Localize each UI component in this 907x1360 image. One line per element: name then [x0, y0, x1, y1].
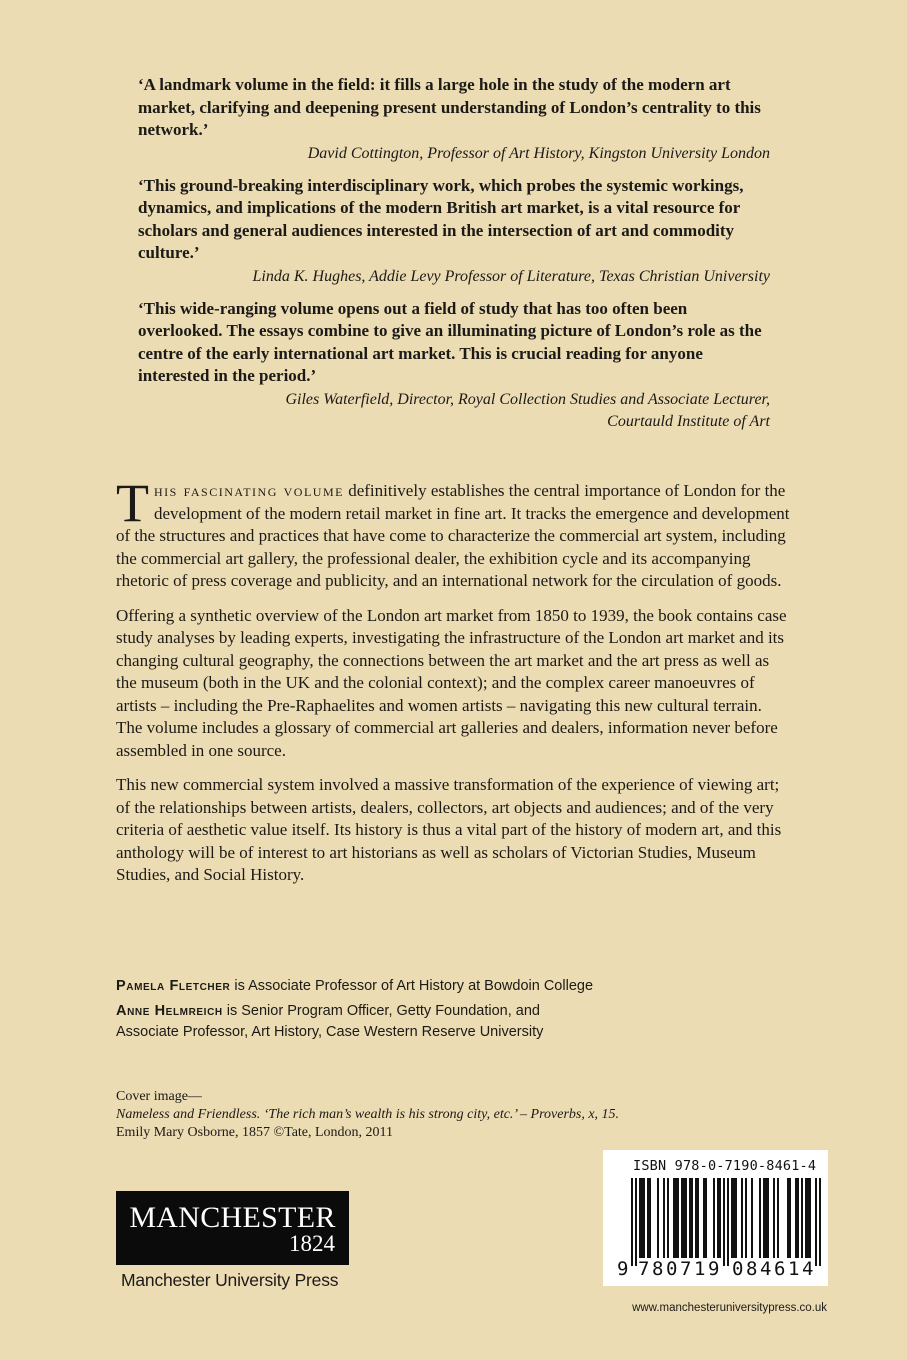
barcode-bar [705, 1178, 707, 1258]
attribution-line-2: Courtauld Institute of Art [607, 412, 770, 430]
editor-bio-2 [116, 1001, 716, 1043]
barcode-bar [787, 1178, 789, 1258]
barcode-digit: 1 [788, 1258, 800, 1280]
barcode-bar [735, 1178, 737, 1258]
barcode-bar [815, 1178, 817, 1266]
barcode-bar [731, 1178, 733, 1258]
editor-bio-1 [116, 976, 716, 997]
endorsement-3 [138, 298, 770, 433]
barcode-bar [649, 1178, 651, 1258]
endorsement-attribution [138, 389, 770, 433]
barcode-bar [673, 1178, 675, 1258]
barcode-bar [773, 1178, 775, 1258]
barcode-bar [751, 1178, 753, 1258]
description-paragraph-1 [116, 473, 792, 593]
editor-bio-text-line-2: Associate Professor, Art History, Case Western Reserve University [116, 1024, 544, 1040]
endorsement-attribution: David Cottington, Professor of Art History, Kingston University London [307, 144, 770, 162]
barcode-bar [819, 1178, 821, 1266]
barcode-bar [733, 1178, 735, 1258]
editor-name: Pamela Fletcher [116, 978, 231, 994]
editor-bios [116, 976, 716, 1047]
barcode-bar [689, 1178, 691, 1258]
logo-year: 1824 [289, 1231, 335, 1256]
barcode-bar [681, 1178, 683, 1258]
barcode-bar [745, 1178, 747, 1258]
barcode-digit: 9 [708, 1258, 720, 1280]
barcode-bar [759, 1178, 761, 1258]
barcode-bar [703, 1178, 705, 1258]
barcode-bar [765, 1178, 767, 1258]
barcode-digit: 6 [774, 1258, 786, 1280]
credit-title: Nameless and Friendless. ‘The rich man’s wealth is his strong city, etc.’ – Proverbs, x, 15. [116, 1107, 620, 1122]
barcode-bar [635, 1178, 637, 1266]
editor-name: Anne Helmreich [116, 1003, 223, 1019]
barcode-bar [643, 1178, 645, 1258]
publisher-logo [116, 1191, 349, 1265]
barcode-bar [763, 1178, 765, 1258]
credit-artist: Emily Mary Osborne, 1857 ©Tate, London, 2011 [116, 1125, 394, 1140]
barcode-bar [685, 1178, 687, 1258]
endorsement-2 [138, 175, 770, 288]
lead-in-smallcaps: his fascinating volume [154, 481, 344, 500]
description-paragraph-2: Offering a synthetic overview of the London art market from 1850 to 1939, the book contains case study analyses by leading experts, investigating the infrastructure of the London art market and its changing cultural geography, the connections between the art market and the art press as well as the museum (both in the UK and the colonial context); and the complex career manoeuvres of artists – including the Pre-Raphaelites and women artists – navigating this new cultural terrain. The volume includes a glossary of commercial art galleries and dealers, information never before assembled in one source. [116, 605, 787, 760]
barcode-bar [677, 1178, 679, 1258]
editor-bio-text: is Associate Professor of Art History at Bowdoin College [230, 978, 594, 994]
barcode-digit: 8 [652, 1258, 664, 1280]
barcode-bar [797, 1178, 799, 1258]
barcode-bar [683, 1178, 685, 1258]
barcode-digit: 7 [680, 1258, 692, 1280]
drop-cap: T [116, 473, 149, 533]
barcode-digit: 4 [760, 1258, 772, 1280]
logo-wordmark: MANCHESTER [129, 1201, 336, 1234]
barcode-bar [667, 1178, 669, 1258]
barcode-digit: 8 [746, 1258, 758, 1280]
endorsement-text: ‘This wide-ranging volume opens out a field of study that has too often been overlooked. The essays combine to give an illuminating picture of London’s role as the centre of the early international art market. This is crucial reading for anyone interested in the period.’ [138, 298, 762, 385]
editor-bio-text: is Senior Program Officer, Getty Foundation, and [222, 1003, 540, 1019]
credit-label: Cover image— [116, 1089, 202, 1104]
barcode-digit: 7 [638, 1258, 650, 1280]
attribution-line-1: Giles Waterfield, Director, Royal Collection Studies and Associate Lecturer, [285, 390, 770, 408]
barcode-bar [805, 1178, 807, 1258]
isbn-barcode [603, 1150, 828, 1286]
barcode-bar [719, 1178, 721, 1258]
book-description [116, 473, 792, 899]
paragraph-1-text: definitively establishes the central importance of London for the development of the modern retail market in fine art. It tracks the emergence and development of the structures and practices that have come to characterize the commercial art system, including the commercial art gallery, the professional dealer, the exhibition cycle and its accompanying rhetoric of press coverage and publicity, and an international network for the circulation of goods. [116, 481, 790, 590]
barcode-bar [723, 1178, 725, 1266]
barcode-bar [767, 1178, 769, 1258]
barcode-digit: 1 [694, 1258, 706, 1280]
barcode-digit: 0 [666, 1258, 678, 1280]
barcode-bar [717, 1178, 719, 1258]
barcode-digit: 4 [802, 1258, 814, 1280]
barcode-bar [727, 1178, 729, 1266]
barcode-bar [691, 1178, 693, 1258]
barcode-bar [639, 1178, 641, 1258]
barcode-bar [789, 1178, 791, 1258]
endorsements [138, 74, 770, 443]
barcode-bar [741, 1178, 743, 1258]
barcode-bar [641, 1178, 643, 1258]
barcode-bar [647, 1178, 649, 1258]
endorsement-text: ‘This ground-breaking interdisciplinary work, which probes the systemic workings, dynamics, and implications of the modern British art market, is a vital resource for scholars and general audiences interested in the intersection of art and commodity culture.’ [138, 175, 744, 262]
publisher-name: Manchester University Press [121, 1270, 339, 1290]
barcode-bar [809, 1178, 811, 1258]
barcode-bar [777, 1178, 779, 1258]
barcode-bar [807, 1178, 809, 1258]
barcode-bar [713, 1178, 715, 1258]
cover-image-credit [116, 1088, 676, 1142]
barcode-bar [697, 1178, 699, 1258]
publisher-website: www.manchesteruniversitypress.co.uk [632, 1302, 827, 1314]
barcode-bar [631, 1178, 633, 1266]
barcode-digit: 0 [732, 1258, 744, 1280]
barcode-bar [801, 1178, 803, 1258]
endorsement-1 [138, 74, 770, 165]
isbn-label: ISBN 978-0-7190-8461-4 [633, 1158, 817, 1174]
barcode-bar [657, 1178, 659, 1258]
barcode-bar [695, 1178, 697, 1258]
endorsement-attribution: Linda K. Hughes, Addie Levy Professor of Literature, Texas Christian University [252, 267, 770, 285]
endorsement-text: ‘A landmark volume in the field: it fills a large hole in the study of the modern art market, clarifying and deepening present understanding of London’s centrality to this network.’ [138, 75, 761, 139]
description-paragraph-3: This new commercial system involved a massive transformation of the experience of viewing art; of the relationships between artists, dealers, collectors, art objects and audiences; and of the very criteria of aesthetic value itself. Its history is thus a vital part of the history of modern art, and this anthology will be of interest to art historians as well as scholars of Victorian Studies, Museum Studies, and Social History. [116, 775, 782, 884]
barcode-bar [675, 1178, 677, 1258]
barcode-bar [795, 1178, 797, 1258]
barcode-digit: 9 [617, 1258, 629, 1280]
barcode-bar [663, 1178, 665, 1258]
